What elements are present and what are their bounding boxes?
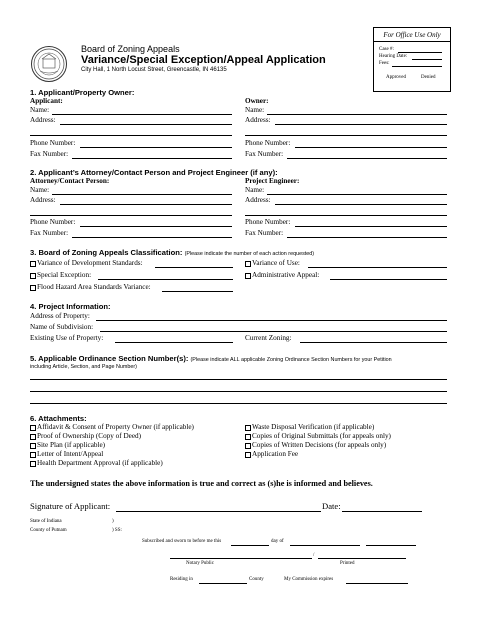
- engineer-name-label: Name:: [245, 186, 265, 194]
- notary-signature-field[interactable]: [170, 558, 312, 559]
- attachment-label: Affidavit & Consent of Property Owner (if applicable): [37, 423, 194, 431]
- attachment-label: Application Fee: [252, 450, 299, 458]
- office-use-box: [373, 27, 451, 92]
- notary-commission-field[interactable]: [346, 583, 408, 584]
- attachment-label: Copies of Original Submittals (for appeals only): [252, 432, 391, 440]
- notary-state: State of Indiana: [30, 519, 62, 524]
- notary-residing-label: Residing in: [170, 577, 193, 582]
- notary-printed-field[interactable]: [318, 558, 406, 559]
- current-zoning-field[interactable]: [300, 342, 447, 343]
- attachment-label: Copies of Written Decisions (for appeals only): [252, 441, 387, 449]
- case-number-label: Case #:: [379, 47, 394, 52]
- section-4-title: 4. Project Information:: [30, 302, 111, 311]
- engineer-heading: Project Engineer:: [245, 177, 300, 185]
- notary-slash: /: [313, 553, 315, 558]
- board-name: Board of Zoning Appeals: [81, 44, 180, 54]
- section-3-title: [30, 248, 314, 257]
- attachment-label: Proof of Ownership (Copy of Deed): [37, 432, 141, 440]
- attachment-label: Site Plan (if applicable): [37, 441, 106, 449]
- existing-use-label: Existing Use of Property:: [30, 334, 104, 342]
- flood-hazard-count[interactable]: [162, 291, 233, 292]
- variance-use-label: Variance of Use:: [252, 259, 300, 267]
- signature-date-label: Date:: [322, 501, 341, 511]
- owner-name-label: Name:: [245, 106, 265, 114]
- owner-address-field[interactable]: [275, 124, 447, 125]
- office-use-title: For Office Use Only: [383, 31, 441, 39]
- checkbox[interactable]: [245, 443, 251, 449]
- city-seal-logo: [31, 46, 67, 82]
- denied-label: Denied: [421, 75, 436, 80]
- engineer-address-label: Address:: [245, 196, 271, 204]
- attachment-label: Waste Disposal Verification (if applicable): [252, 423, 375, 431]
- owner-phone-label: Phone Number:: [245, 139, 291, 147]
- engineer-name-field[interactable]: [267, 194, 447, 195]
- engineer-phone-field[interactable]: [295, 226, 447, 227]
- subdivision-label: Name of Subdivision:: [30, 323, 94, 331]
- notary-commission-label: My Commission expires: [284, 577, 334, 582]
- notary-paren: ): [112, 519, 114, 524]
- applicant-heading: Applicant:: [30, 97, 63, 105]
- attorney-name-label: Name:: [30, 186, 50, 194]
- checkbox[interactable]: [30, 434, 36, 440]
- subdivision-field[interactable]: [100, 331, 447, 332]
- variance-development-count[interactable]: [155, 267, 233, 268]
- owner-address-line2[interactable]: [245, 135, 447, 136]
- engineer-fax-label: Fax Number:: [245, 229, 284, 237]
- attorney-address-line2[interactable]: [30, 215, 232, 216]
- section-5-title: [30, 354, 392, 363]
- fees-label: Fees:: [379, 61, 390, 66]
- approved-label: Approved: [386, 75, 406, 80]
- owner-name-field[interactable]: [267, 114, 447, 115]
- current-zoning-label: Current Zoning:: [245, 334, 292, 342]
- attorney-fax-field[interactable]: [72, 237, 232, 238]
- owner-fax-label: Fax Number:: [245, 150, 284, 158]
- checkbox[interactable]: [30, 285, 36, 291]
- attorney-heading: Attorney/Contact Person:: [30, 177, 110, 185]
- notary-year-field[interactable]: [366, 545, 416, 546]
- special-exception-count[interactable]: [98, 279, 233, 280]
- owner-address-label: Address:: [245, 116, 271, 124]
- attachment-label: Letter of Intent/Appeal: [37, 450, 104, 458]
- ordinance-line-2[interactable]: [30, 391, 447, 392]
- ordinance-line-1[interactable]: [30, 379, 447, 380]
- attorney-fax-label: Fax Number:: [30, 229, 69, 237]
- checkbox[interactable]: [30, 425, 36, 431]
- section-3-heading: 3. Board of Zoning Appeals Classification:: [30, 248, 183, 257]
- engineer-address-line2[interactable]: [245, 215, 447, 216]
- owner-phone-field[interactable]: [295, 147, 447, 148]
- checkbox[interactable]: [245, 261, 251, 267]
- notary-day-field[interactable]: [231, 545, 269, 546]
- notary-county-label: County: [249, 577, 264, 582]
- header-address: City Hall, 1 North Locust Street, Greencastle, IN 46135: [81, 67, 227, 73]
- certification-statement: The undersigned states the above information is true and correct as (s)he is informed and believes.: [30, 479, 373, 488]
- notary-public-label: Notary Public: [186, 561, 214, 566]
- owner-fax-field[interactable]: [287, 158, 447, 159]
- applicant-address-field[interactable]: [60, 124, 232, 125]
- section-5-note-cont: including Article, Section, and Page Number): [30, 364, 137, 370]
- applicant-name-field[interactable]: [52, 114, 232, 115]
- checkbox[interactable]: [245, 425, 251, 431]
- notary-printed-label: Printed: [340, 561, 355, 566]
- notary-month-field[interactable]: [290, 545, 360, 546]
- administrative-appeal-count[interactable]: [330, 279, 447, 280]
- applicant-fax-label: Fax Number:: [30, 150, 69, 158]
- flood-hazard-label: Flood Hazard Area Standards Variance:: [37, 283, 151, 291]
- hearing-date-label: Hearing Date:: [379, 54, 408, 59]
- variance-development-label: Variance of Development Standards:: [37, 259, 143, 267]
- applicant-fax-field[interactable]: [72, 158, 232, 159]
- attachment-label: Health Department Approval (if applicable): [37, 459, 163, 467]
- notary-county: County of Putnam: [30, 528, 67, 533]
- signature-date-field[interactable]: [342, 511, 422, 512]
- notary-ss: ) SS:: [112, 528, 122, 533]
- engineer-address-field[interactable]: [275, 204, 447, 205]
- engineer-phone-label: Phone Number:: [245, 218, 291, 226]
- property-address-field[interactable]: [96, 320, 447, 321]
- ordinance-line-3[interactable]: [30, 403, 447, 404]
- section-1-title: 1. Applicant/Property Owner:: [30, 88, 135, 97]
- section-6-title: 6. Attachments:: [30, 414, 87, 423]
- checkbox[interactable]: [245, 434, 251, 440]
- applicant-phone-field[interactable]: [80, 147, 232, 148]
- notary-dayof: day of: [271, 539, 284, 544]
- signature-label: Signature of Applicant:: [30, 501, 111, 511]
- owner-heading: Owner:: [245, 97, 269, 105]
- attorney-address-field[interactable]: [60, 204, 232, 205]
- applicant-phone-label: Phone Number:: [30, 139, 76, 147]
- engineer-fax-field[interactable]: [287, 237, 447, 238]
- form-title: Variance/Special Exception/Appeal Application: [81, 54, 326, 66]
- section-3-note: (Please indicate the number of each action requested): [184, 251, 315, 257]
- property-address-label: Address of Property:: [30, 312, 90, 320]
- notary-subscribed: Subscribed and sworn to before me this: [142, 539, 222, 544]
- checkbox[interactable]: [30, 461, 36, 467]
- attorney-phone-field[interactable]: [80, 226, 232, 227]
- checkbox[interactable]: [30, 261, 36, 267]
- section-2-title: 2. Applicant’s Attorney/Contact Person and Project Engineer (if any):: [30, 168, 278, 177]
- attorney-phone-label: Phone Number:: [30, 218, 76, 226]
- checkbox[interactable]: [30, 452, 36, 458]
- attorney-address-label: Address:: [30, 196, 56, 204]
- special-exception-label: Special Exception:: [37, 271, 92, 279]
- administrative-appeal-label: Administrative Appeal:: [252, 271, 320, 279]
- checkbox[interactable]: [30, 443, 36, 449]
- signature-field[interactable]: [116, 511, 321, 512]
- notary-residing-field[interactable]: [199, 583, 247, 584]
- checkbox[interactable]: [245, 452, 251, 458]
- existing-use-field[interactable]: [115, 342, 233, 343]
- variance-use-count[interactable]: [308, 267, 447, 268]
- checkbox[interactable]: [30, 273, 36, 279]
- applicant-name-label: Name:: [30, 106, 50, 114]
- attorney-name-field[interactable]: [52, 194, 232, 195]
- applicant-address-label: Address:: [30, 116, 56, 124]
- applicant-address-line2[interactable]: [30, 135, 232, 136]
- checkbox[interactable]: [245, 273, 251, 279]
- section-5-heading: 5. Applicable Ordinance Section Number(s):: [30, 354, 189, 363]
- section-5-note: (Please indicate ALL applicable Zoning Ordinance Section Numbers for your Petition: [190, 357, 392, 363]
